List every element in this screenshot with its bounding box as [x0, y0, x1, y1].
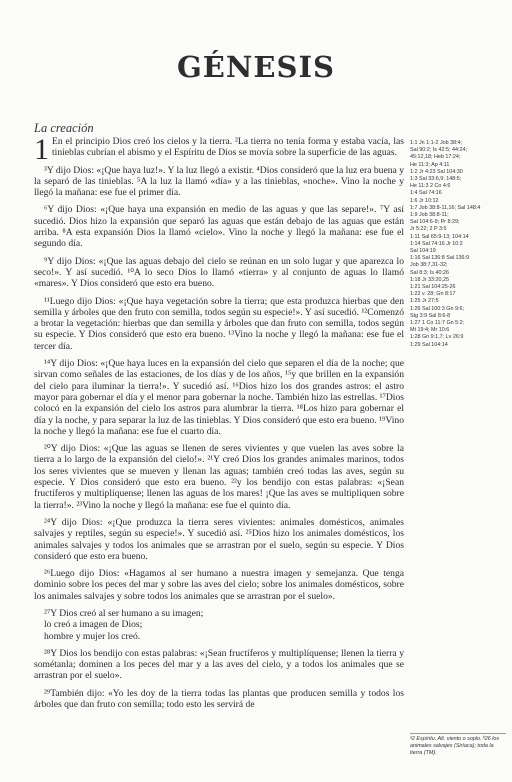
cross-reference: 1:22 v. 28; Gn 8:17: [410, 291, 456, 298]
footnotes: [410, 733, 506, 757]
cross-reference: Mt 19:4; Mr 10:6: [410, 327, 450, 334]
cross-reference: 1:6 Jr 10:12: [410, 197, 439, 204]
poem-line: ²⁷Y Dios creó al ser humano a su imagen;: [44, 607, 204, 619]
paragraph: ¹¹Luego dijo Dios: «¡Que haya vegetación sobre la tierra; que esta produzca hierbas que den semilla y árboles que den fruto con semilla, todos según su especie!». Y así sucedió. ¹²Comenzó a brotar la vegetación: hierbas que dan semilla y árboles que dan fruto con semilla, todos según su especie. Y Dios consideró que esto era bueno. ¹³Vino la noche y llegó la mañana: ese fue el tercer día.: [34, 295, 404, 352]
chapter-number: 1: [34, 133, 49, 166]
cross-reference: 1:28 Gn 9:1,7; Lv 26:9: [410, 334, 464, 341]
cross-reference: 1:25 Jr 27:5: [410, 298, 439, 305]
cross-reference: Sal 104:6-9; Pr 8:29;: [410, 219, 460, 226]
cross-reference: 1:9 Job 38:8-11;: [410, 212, 449, 219]
cross-reference: Sal 90:2; Is 42:5; 44:24;: [410, 147, 467, 154]
cross-reference: 1:29 Sal 104:14: [410, 341, 448, 348]
section-heading: La creación: [34, 121, 94, 135]
main-text-column: [34, 133, 404, 716]
paragraph: ¹⁴Y dijo Dios: «¡Que haya luces en la expansión del cielo que separen el día de la noche; que sirvan como señales de las estaciones, de los días y de los años, ¹⁵y que brillen en la expansión del cielo para iluminar la tierra!». Y sucedió así. ¹⁶Dios hizo los dos grandes astros: el astro mayor para gobernar el día y el menor para gobernar la noche. También hizo las estrellas. ¹⁷Dios colocó en la expansión del cielo los astros para alumbrar la tierra. ¹⁸Los hizo para gobernar el día y la noche, y para separar la luz de las tinieblas. Y Dios consideró que esto era bueno. ¹⁹Vino la noche y llegó la mañana: ese fue el cuarto día.: [34, 358, 404, 437]
cross-reference: Jr 5:22; 2 P 3:5: [410, 226, 447, 233]
cross-reference: Stg 3:9 Sal 8:6-8: [410, 312, 451, 319]
cross-reference: 1:14 Sal 74:16 Jr 10:2: [410, 240, 463, 247]
poem-line: lo creó a imagen de Dios;: [44, 619, 143, 631]
cross-reference: 1:18 Jr 33:20,25: [410, 276, 449, 283]
paragraph: [34, 133, 404, 166]
cross-reference: He 11:3; Ap 4:11: [410, 161, 450, 168]
cross-reference: 1:2 Jr 4:23 Sal 104:30: [410, 168, 463, 175]
cross-reference: 1:16 Sal 136:8 Sal 136:9: [410, 255, 470, 262]
paragraph: ²⁸Y Dios los bendijo con estas palabras: «¡Sean fructíferos y multiplíquense; llenen la tierra y sométanla; dominen a los peces del mar y a las aves del cielo, y a todos los animales que se arrastran por el suelo».: [34, 647, 404, 682]
paragraph: ²⁰Y dijo Dios: «¡Que las aguas se llenen de seres vivientes y que vuelen las aves sobre la tierra a lo largo de la expansión del cielo!». ²¹Y creó Dios los grandes animales marinos, todos los seres vivientes que se mueven y llenan las aguas; también creó todas las aves, según su especie. Y Dios consideró que esto era bueno. ²²y los bendijo con estas palabras: «¡Sean fructíferos y multiplíquense; llenen las aguas de los mares! ¡Que las aves se multipliquen sobre la tierra!». ²³Vino la noche y llegó la mañana: ese fue el quinto día.: [34, 443, 404, 511]
cross-reference: 1:21 Sal 104:25-26: [410, 284, 456, 291]
cross-reference: Job 38:7,31-32;: [410, 262, 448, 269]
paragraph: ³Y dijo Dios: «¡Que haya luz!». Y la luz llegó a existir. ⁴Dios consideró que la luz era buena y la separó de las tinieblas. ⁵A la luz la llamó «día» y a las tinieblas, «noche». Vino la noche y llegó la mañana: ese fue el primer día.: [34, 164, 404, 199]
cross-reference: 1:1 Jn 1:1-2 Job 38:4;: [410, 140, 463, 146]
cross-reference: 1:27 1 Co 11:7 Gn 5:2;: [410, 320, 465, 327]
cross-reference: Sal 104:19: [410, 248, 436, 255]
cross-reference: 1:11 Sal 65:9-13; 104:14: [410, 233, 469, 240]
poem-line: hombre y mujer los creó.: [44, 630, 141, 642]
cross-reference: 1:4 Sal 74:16: [410, 190, 442, 197]
paragraph: ⁶Y dijo Dios: «¡Que haya una expansión en medio de las aguas y que las separe!». ⁷Y así sucedió. Dios hizo la expansión que separó las aguas que están debajo de las aguas que están arriba. ⁸A esta expansión Dios la llamó «cielo». Vino la noche y llegó la mañana: ese fue el segundo día.: [34, 204, 404, 250]
verse-text: En el principio Dios creó los cielos y la tierra. ²La tierra no tenía forma y estaba vacía, las tinieblas cubrían el abismo y el Espíritu de Dios se movía sobre la superficie de las aguas.: [52, 136, 404, 159]
footnote: ᵃ2 Espíritu. Alt. viento o soplo. ᵇ26 los animales salvajes (Siríaca); toda la tierra (TM).: [410, 736, 500, 756]
cross-reference: 1:26 Sal 100:3 Gn 9:6;: [410, 305, 464, 312]
cross-reference: He 11:3 2 Co 4:6: [410, 183, 451, 190]
book-title: GÉNESIS: [177, 50, 335, 84]
cross-reference: Sal 8:3; Is 40:26: [410, 269, 449, 276]
paragraph: ⁹Y dijo Dios: «¡Que las aguas debajo del cielo se reúnan en un solo lugar y que aparezca lo seco!». Y así sucedió. ¹⁰A lo seco Dios lo llamó «tierra» y al conjunto de aguas lo llamó «mares». Y Dios consideró que esto era bueno.: [34, 255, 404, 290]
paragraph: ²⁹También dijo: «Yo les doy de la tierra todas las plantas que producen semilla y todos los árboles que dan fruto con semilla; todo esto les servirá de: [34, 687, 404, 711]
paragraph: ²⁶Luego dijo Dios: «Hagamos al ser humano a nuestra imagen y semejanza. Que tenga dominio sobre los peces del mar y sobre las aves del cielo; sobre los animales domésticos, sobre los animales salvajes y sobre todos los animales que se arrastran por el suelo».: [34, 568, 404, 602]
paragraph: ²⁴Y dijo Dios: «¡Que produzca la tierra seres vivientes: animales domésticos, animales salvajes y reptiles, según su especie!». Y sucedió así. ²⁵Dios hizo los animales domésticos, los animales salvajes y todos los animales que se arrastran por el suelo, según su especie. Y Dios consideró que esto era bueno.: [34, 516, 404, 562]
cross-reference: 1:3 Sal 33:6,9; 148:5;: [410, 176, 462, 183]
cross-reference: 45:12,18; Heb 17:24;: [410, 154, 461, 161]
cross-reference: 1:7 Job 38:8-11,16; Sal 148:4: [410, 204, 481, 211]
cross-references: [410, 140, 506, 349]
